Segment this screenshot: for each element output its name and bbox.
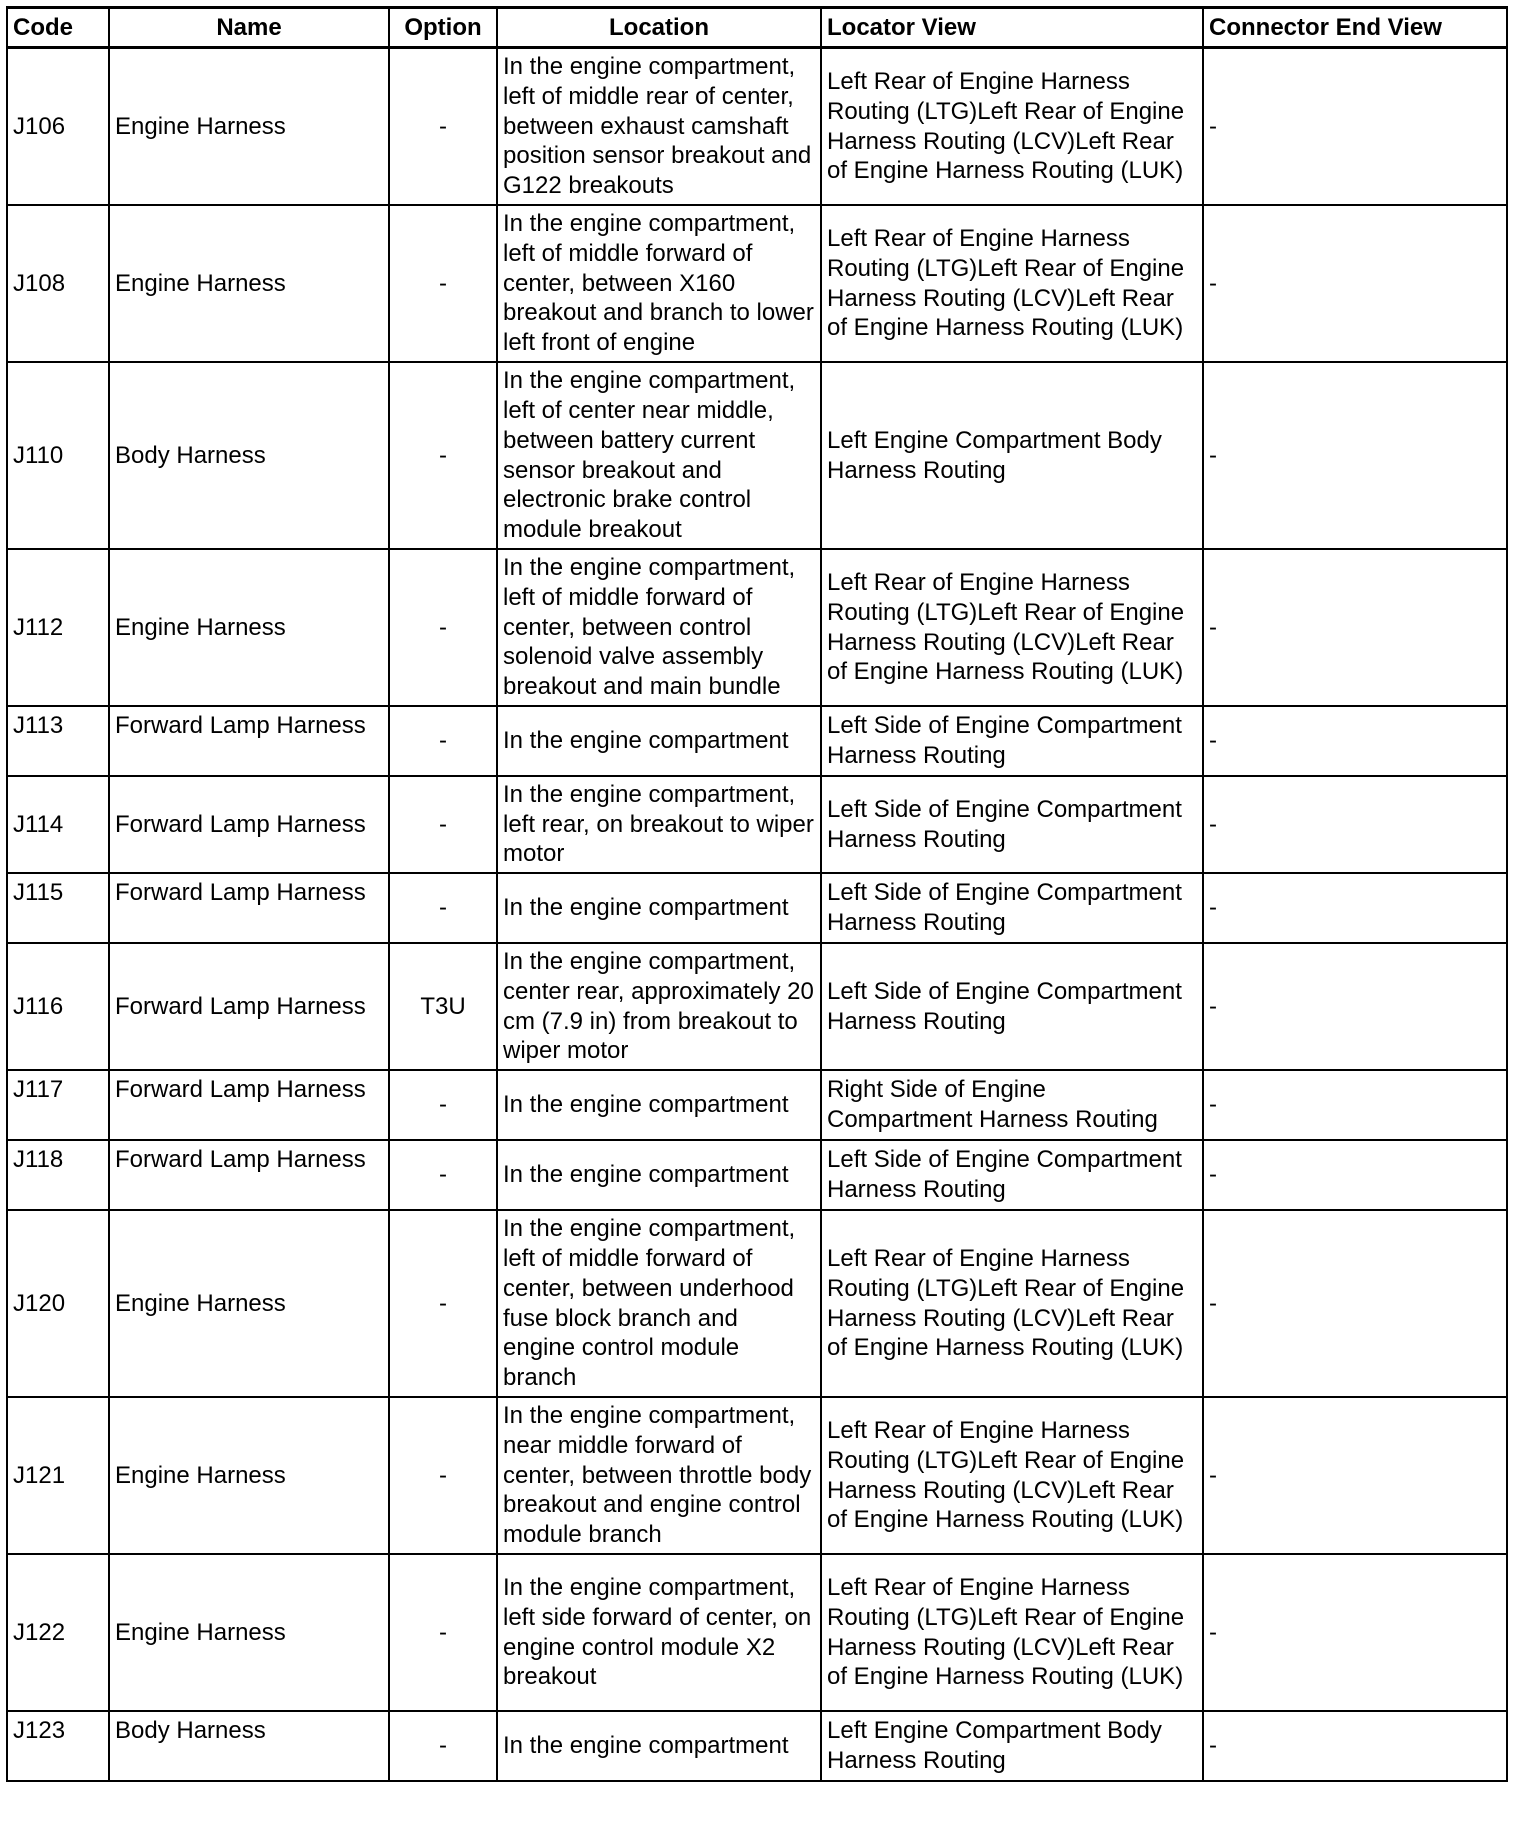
cell-code: J118 (7, 1140, 109, 1210)
table-row (7, 1711, 1507, 1781)
cell-option: - (389, 1070, 497, 1140)
table-row (7, 1210, 1507, 1397)
cell-location: In the engine compartment, left of middle forward of center, between underhood fuse block branch and engine control module branch (497, 1210, 821, 1397)
cell-code: J122 (7, 1554, 109, 1711)
cell-option: - (389, 1140, 497, 1210)
cell-locator-view: Left Side of Engine Compartment Harness Routing (821, 943, 1203, 1070)
cell-connector-end-view: - (1203, 943, 1507, 1070)
cell-name: Forward Lamp Harness (109, 1140, 389, 1210)
cell-connector-end-view: - (1203, 1140, 1507, 1210)
table-row (7, 873, 1507, 943)
cell-name: Forward Lamp Harness (109, 943, 389, 1070)
cell-location: In the engine compartment, near middle forward of center, between throttle body breakout and engine control module branch (497, 1397, 821, 1554)
table-row (7, 1554, 1507, 1711)
cell-code: J117 (7, 1070, 109, 1140)
cell-option: - (389, 549, 497, 706)
cell-name: Engine Harness (109, 1554, 389, 1711)
cell-location: In the engine compartment, left of middle rear of center, between exhaust camshaft position sensor breakout and G122 breakouts (497, 48, 821, 206)
cell-code: J113 (7, 706, 109, 776)
cell-code: J112 (7, 549, 109, 706)
table-row (7, 549, 1507, 706)
cell-connector-end-view: - (1203, 362, 1507, 549)
cell-locator-view: Left Rear of Engine Harness Routing (LTG)Left Rear of Engine Harness Routing (LCV)Left Rear of Engine Harness Routing (LUK) (821, 1210, 1203, 1397)
cell-option: - (389, 1554, 497, 1711)
cell-code: J106 (7, 48, 109, 206)
cell-connector-end-view: - (1203, 873, 1507, 943)
cell-connector-end-view: - (1203, 1711, 1507, 1781)
header-row (7, 8, 1507, 48)
cell-location: In the engine compartment, left of middle forward of center, between control solenoid valve assembly breakout and main bundle (497, 549, 821, 706)
cell-locator-view: Right Side of Engine Compartment Harness Routing (821, 1070, 1203, 1140)
cell-connector-end-view: - (1203, 1070, 1507, 1140)
cell-code: J110 (7, 362, 109, 549)
table-row (7, 1140, 1507, 1210)
cell-connector-end-view: - (1203, 1210, 1507, 1397)
cell-locator-view: Left Rear of Engine Harness Routing (LTG)Left Rear of Engine Harness Routing (LCV)Left Rear of Engine Harness Routing (LUK) (821, 48, 1203, 206)
cell-name: Engine Harness (109, 48, 389, 206)
cell-location: In the engine compartment, left side forward of center, on engine control module X2 breakout (497, 1554, 821, 1711)
cell-option: - (389, 776, 497, 873)
cell-option: - (389, 706, 497, 776)
header-location: Location (497, 8, 821, 48)
cell-code: J121 (7, 1397, 109, 1554)
cell-location: In the engine compartment (497, 1711, 821, 1781)
cell-location: In the engine compartment, left rear, on breakout to wiper motor (497, 776, 821, 873)
cell-name: Engine Harness (109, 549, 389, 706)
table-row (7, 776, 1507, 873)
cell-location: In the engine compartment (497, 1140, 821, 1210)
cell-locator-view: Left Engine Compartment Body Harness Routing (821, 1711, 1203, 1781)
cell-connector-end-view: - (1203, 48, 1507, 206)
table-row (7, 205, 1507, 362)
cell-connector-end-view: - (1203, 706, 1507, 776)
cell-connector-end-view: - (1203, 549, 1507, 706)
table-row (7, 1070, 1507, 1140)
table-row (7, 1397, 1507, 1554)
cell-name: Engine Harness (109, 1210, 389, 1397)
header-locator-view: Locator View (821, 8, 1203, 48)
table-row (7, 362, 1507, 549)
table-row (7, 48, 1507, 206)
cell-location: In the engine compartment (497, 706, 821, 776)
cell-code: J114 (7, 776, 109, 873)
cell-option: - (389, 1711, 497, 1781)
connector-table (6, 6, 1508, 1782)
cell-option: - (389, 48, 497, 206)
table-row (7, 943, 1507, 1070)
table-row (7, 706, 1507, 776)
cell-option: - (389, 1397, 497, 1554)
cell-locator-view: Left Rear of Engine Harness Routing (LTG)Left Rear of Engine Harness Routing (LCV)Left Rear of Engine Harness Routing (LUK) (821, 549, 1203, 706)
cell-option: - (389, 1210, 497, 1397)
cell-location: In the engine compartment, center rear, approximately 20 cm (7.9 in) from breakout to wiper motor (497, 943, 821, 1070)
cell-name: Forward Lamp Harness (109, 873, 389, 943)
cell-locator-view: Left Side of Engine Compartment Harness Routing (821, 706, 1203, 776)
cell-name: Forward Lamp Harness (109, 706, 389, 776)
cell-locator-view: Left Side of Engine Compartment Harness Routing (821, 873, 1203, 943)
cell-location: In the engine compartment, left of center near middle, between battery current sensor breakout and electronic brake control module breakout (497, 362, 821, 549)
cell-location: In the engine compartment, left of middle forward of center, between X160 breakout and branch to lower left front of engine (497, 205, 821, 362)
cell-locator-view: Left Side of Engine Compartment Harness Routing (821, 776, 1203, 873)
cell-code: J115 (7, 873, 109, 943)
cell-connector-end-view: - (1203, 1554, 1507, 1711)
header-code: Code (7, 8, 109, 48)
cell-connector-end-view: - (1203, 205, 1507, 362)
cell-code: J116 (7, 943, 109, 1070)
header-connector-end-view: Connector End View (1203, 8, 1507, 48)
cell-option: - (389, 362, 497, 549)
cell-location: In the engine compartment (497, 1070, 821, 1140)
cell-name: Engine Harness (109, 205, 389, 362)
cell-locator-view: Left Engine Compartment Body Harness Routing (821, 362, 1203, 549)
cell-name: Body Harness (109, 362, 389, 549)
cell-connector-end-view: - (1203, 1397, 1507, 1554)
cell-option: - (389, 873, 497, 943)
cell-locator-view: Left Rear of Engine Harness Routing (LTG)Left Rear of Engine Harness Routing (LCV)Left Rear of Engine Harness Routing (LUK) (821, 1397, 1203, 1554)
header-option: Option (389, 8, 497, 48)
header-name: Name (109, 8, 389, 48)
cell-name: Body Harness (109, 1711, 389, 1781)
cell-location: In the engine compartment (497, 873, 821, 943)
cell-option: - (389, 205, 497, 362)
cell-locator-view: Left Rear of Engine Harness Routing (LTG)Left Rear of Engine Harness Routing (LCV)Left Rear of Engine Harness Routing (LUK) (821, 1554, 1203, 1711)
cell-name: Forward Lamp Harness (109, 776, 389, 873)
cell-connector-end-view: - (1203, 776, 1507, 873)
cell-code: J120 (7, 1210, 109, 1397)
cell-name: Engine Harness (109, 1397, 389, 1554)
cell-code: J108 (7, 205, 109, 362)
cell-name: Forward Lamp Harness (109, 1070, 389, 1140)
cell-locator-view: Left Side of Engine Compartment Harness Routing (821, 1140, 1203, 1210)
cell-option: T3U (389, 943, 497, 1070)
cell-code: J123 (7, 1711, 109, 1781)
cell-locator-view: Left Rear of Engine Harness Routing (LTG)Left Rear of Engine Harness Routing (LCV)Left Rear of Engine Harness Routing (LUK) (821, 205, 1203, 362)
